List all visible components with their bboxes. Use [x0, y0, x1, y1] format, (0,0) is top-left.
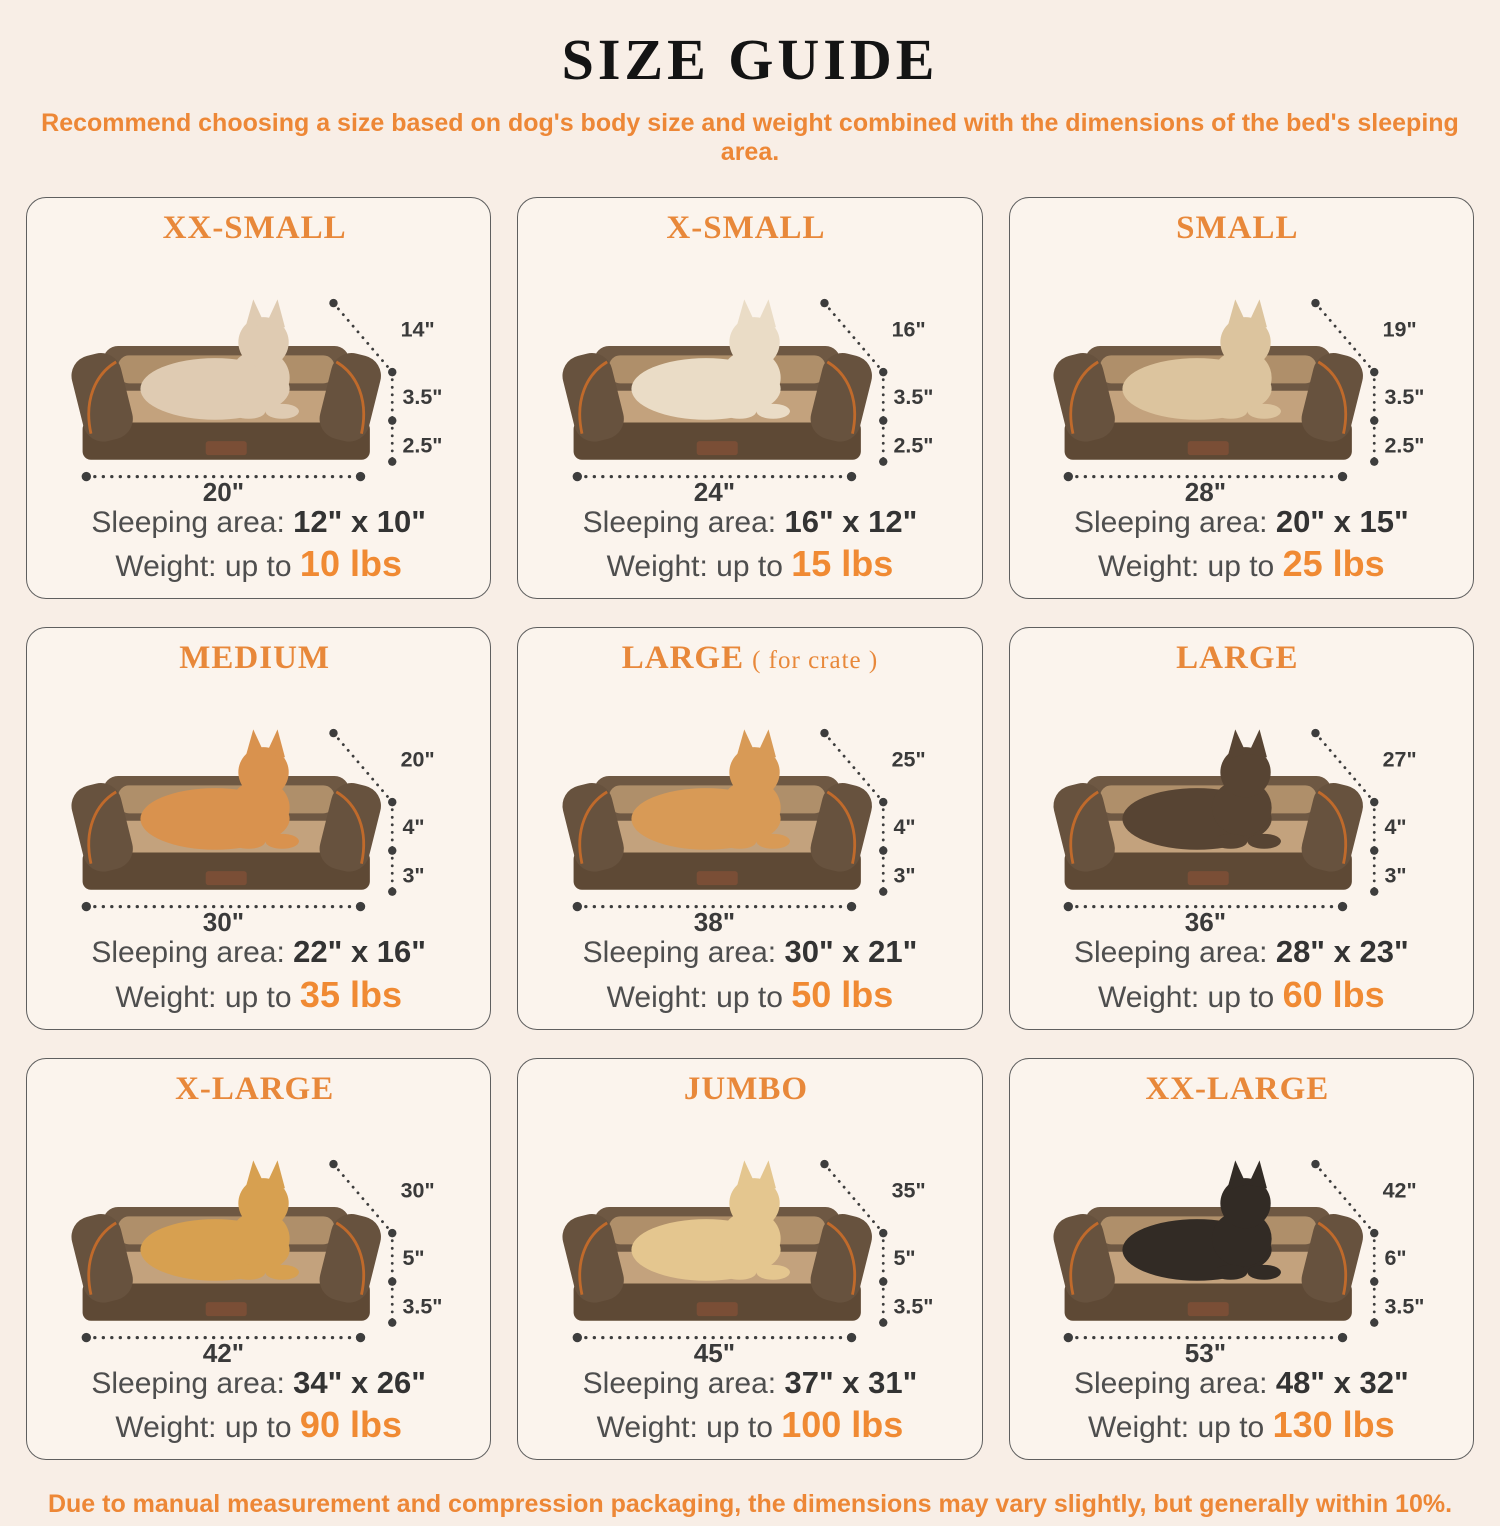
size-name: SMALL [1176, 210, 1299, 246]
size-name: X-SMALL [666, 210, 826, 246]
depth-label: 19" [1383, 317, 1418, 342]
brand-tag [205, 872, 246, 886]
weight-line [524, 972, 975, 1017]
card-title [524, 210, 975, 247]
size-card [26, 197, 491, 599]
weight-label: Weight: [606, 550, 708, 584]
size-name: JUMBO [683, 1070, 809, 1107]
sleeping-area-label: Sleeping area: [91, 936, 285, 970]
brand-tag [1188, 872, 1229, 886]
weight-line [33, 972, 484, 1017]
bed-figure [540, 249, 960, 503]
size-name: XX-SMALL [162, 210, 347, 246]
weight-value: 15 lbs [791, 543, 894, 585]
weight-label: Weight: [1098, 980, 1200, 1014]
lower-height-label: 3.5" [1384, 1294, 1425, 1319]
card-title [524, 640, 975, 677]
width-label: 28" [1185, 476, 1227, 503]
weight-value: 25 lbs [1282, 543, 1385, 585]
lower-height-label: 3.5" [402, 1294, 443, 1319]
upper-height-label: 3.5" [893, 384, 934, 409]
brand-tag [697, 441, 738, 455]
size-name: XX-LARGE [1145, 1070, 1330, 1107]
size-card [1009, 1058, 1474, 1460]
up-to-label: up to [706, 1411, 773, 1445]
brand-tag [1188, 1302, 1229, 1316]
upper-height-label: 3.5" [1384, 384, 1425, 409]
size-card [26, 627, 491, 1029]
size-card [517, 197, 982, 599]
depth-label: 35" [891, 1178, 926, 1203]
brand-tag [697, 1302, 738, 1316]
upper-height-label: 6" [1384, 1245, 1408, 1270]
size-name: LARGE [621, 640, 745, 677]
lower-height-label: 3" [1384, 863, 1408, 888]
depth-label: 27" [1383, 748, 1418, 773]
weight-line [1016, 972, 1467, 1017]
page-subtitle: Recommend choosing a size based on dog's body size and weight combined with the dimensions of the bed's sleeping area. [41, 109, 1459, 166]
sleeping-area-value: 30" x 21" [784, 934, 918, 970]
weight-line [1016, 1402, 1467, 1447]
width-label: 20" [202, 476, 244, 503]
width-label: 53" [1185, 1337, 1227, 1364]
page-footer-note: Due to manual measurement and compression packaging, the dimensions may vary slightly, but generally within 10%. [47, 1490, 1453, 1519]
weight-line [33, 541, 484, 586]
up-to-label: up to [716, 980, 783, 1014]
upper-height-label: 4" [1384, 815, 1408, 840]
card-title [1016, 640, 1467, 677]
up-to-label: up to [1207, 550, 1275, 584]
bed-figure [1031, 249, 1451, 503]
weight-label: Weight: [606, 980, 708, 1014]
depth-label: 16" [891, 317, 926, 342]
sleeping-area-value: 12" x 10" [293, 503, 426, 539]
sleeping-area-line [1016, 1364, 1467, 1403]
weight-value: 35 lbs [299, 973, 402, 1015]
bed-figure [49, 679, 469, 933]
brand-tag [697, 872, 738, 886]
up-to-label: up to [1197, 1411, 1265, 1445]
sleeping-area-label: Sleeping area: [91, 505, 285, 539]
card-title [1016, 1071, 1467, 1108]
up-to-label: up to [1207, 980, 1275, 1014]
weight-line [524, 541, 975, 586]
width-label: 42" [202, 1337, 244, 1364]
width-label: 36" [1185, 907, 1227, 934]
brand-tag [205, 1302, 246, 1316]
bed-figure [1031, 1110, 1451, 1364]
upper-height-label: 5" [893, 1245, 916, 1270]
weight-label: Weight: [596, 1411, 698, 1445]
up-to-label: up to [224, 550, 292, 584]
depth-label: 20" [400, 748, 435, 773]
sleeping-area-value: 22" x 16" [293, 934, 426, 970]
brand-tag [205, 441, 246, 455]
size-card [517, 1058, 982, 1460]
bed-figure [540, 1110, 960, 1364]
lower-height-label: 3" [402, 863, 425, 888]
weight-label: Weight: [115, 550, 217, 584]
card-title [1016, 210, 1467, 247]
sleeping-area-label: Sleeping area: [582, 505, 777, 539]
weight-value: 60 lbs [1282, 973, 1385, 1015]
lower-height-label: 2.5" [893, 433, 934, 458]
sleeping-area-line [33, 1364, 484, 1403]
weight-value: 100 lbs [781, 1404, 904, 1446]
lower-height-label: 3.5" [893, 1294, 934, 1319]
sleeping-area-label: Sleeping area: [1074, 936, 1268, 970]
size-card [1009, 197, 1474, 599]
card-title [33, 640, 484, 677]
size-card [517, 627, 982, 1029]
weight-value: 10 lbs [299, 543, 402, 585]
up-to-label: up to [716, 550, 783, 584]
size-name: X-LARGE [175, 1070, 335, 1107]
sleeping-area-value: 34" x 26" [293, 1364, 426, 1400]
sleeping-area-line [524, 503, 975, 542]
brand-tag [1188, 441, 1229, 455]
weight-line [524, 1402, 975, 1447]
sleeping-area-value: 28" x 23" [1275, 934, 1409, 970]
sleeping-area-value: 37" x 31" [784, 1364, 918, 1400]
sleeping-area-label: Sleeping area: [1074, 1366, 1268, 1400]
sleeping-area-label: Sleeping area: [582, 936, 777, 970]
weight-label: Weight: [1087, 1411, 1190, 1445]
sleeping-area-line [524, 933, 975, 972]
depth-label: 25" [891, 748, 926, 773]
sleeping-area-value: 16" x 12" [784, 503, 918, 539]
sleeping-area-label: Sleeping area: [1074, 505, 1268, 539]
width-label: 45" [693, 1337, 736, 1364]
weight-label: Weight: [115, 980, 217, 1014]
card-title [524, 1071, 975, 1108]
lower-height-label: 2.5" [1384, 433, 1425, 458]
sleeping-area-value: 20" x 15" [1275, 503, 1409, 539]
size-grid [0, 197, 1500, 1460]
bed-figure [49, 1110, 469, 1364]
depth-label: 42" [1383, 1178, 1418, 1203]
depth-label: 30" [400, 1178, 435, 1203]
lower-height-label: 3" [893, 863, 916, 888]
up-to-label: up to [224, 980, 292, 1014]
weight-label: Weight: [115, 1411, 217, 1445]
width-label: 30" [202, 907, 244, 934]
up-to-label: up to [224, 1411, 292, 1445]
sleeping-area-line [1016, 503, 1467, 542]
weight-value: 90 lbs [299, 1404, 402, 1446]
upper-height-label: 4" [402, 815, 425, 840]
upper-height-label: 4" [893, 815, 916, 840]
card-title [33, 1071, 484, 1108]
sleeping-area-line [524, 1364, 975, 1403]
weight-label: Weight: [1098, 550, 1200, 584]
bed-figure [540, 679, 960, 933]
size-card [26, 1058, 491, 1460]
width-label: 24" [693, 476, 736, 503]
bed-figure [49, 249, 469, 503]
upper-height-label: 5" [402, 1245, 425, 1270]
width-label: 38" [693, 907, 736, 934]
sleeping-area-value: 48" x 32" [1275, 1364, 1409, 1400]
depth-label: 14" [400, 317, 435, 342]
sleeping-area-line [1016, 933, 1467, 972]
weight-value: 50 lbs [791, 973, 894, 1015]
bed-figure [1031, 679, 1451, 933]
sleeping-area-label: Sleeping area: [91, 1366, 285, 1400]
page-title: SIZE GUIDE [561, 27, 939, 92]
weight-line [1016, 541, 1467, 586]
sleeping-area-label: Sleeping area: [582, 1366, 777, 1400]
sleeping-area-line [33, 933, 484, 972]
weight-value: 130 lbs [1272, 1404, 1395, 1446]
weight-line [33, 1402, 484, 1447]
size-name: MEDIUM [179, 640, 331, 677]
card-title [33, 210, 484, 247]
size-note: ( for crate ) [752, 647, 879, 675]
lower-height-label: 2.5" [402, 433, 443, 458]
size-card [1009, 627, 1474, 1029]
sleeping-area-line [33, 503, 484, 542]
size-name: LARGE [1176, 640, 1299, 677]
upper-height-label: 3.5" [402, 384, 443, 409]
